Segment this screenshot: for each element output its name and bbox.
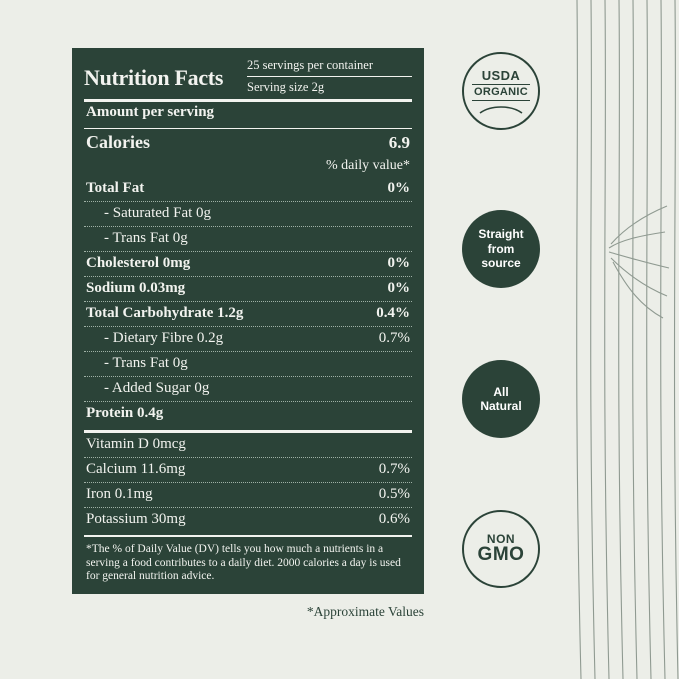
nutrient-row bbox=[84, 327, 412, 351]
calories-label: Calories bbox=[86, 132, 150, 152]
label-header bbox=[84, 56, 412, 95]
nutrient-value: 0% bbox=[387, 180, 410, 196]
nutrient-label: - Saturated Fat 0g bbox=[104, 205, 212, 221]
nutrient-label: Sodium 0.03mg bbox=[86, 280, 186, 296]
nutrient-label: - Dietary Fibre 0.2g bbox=[104, 330, 224, 346]
nutrient-row bbox=[84, 402, 412, 426]
amount-per-serving: Amount per serving bbox=[86, 104, 215, 120]
usda-organic-line2: ORGANIC bbox=[472, 84, 530, 101]
nutrient-label: Cholesterol 0mg bbox=[86, 255, 191, 271]
footnote: *The % of Daily Value (DV) tells you how much a nutrients in a serving a food contributes to a daily diet. 2000 calories a day is used for general nutrition advice. bbox=[86, 543, 401, 583]
straight-line3: source bbox=[481, 256, 521, 271]
micronutrient-row bbox=[84, 458, 412, 482]
micronutrient-value: 0.6% bbox=[378, 511, 410, 527]
straight-line2: from bbox=[487, 241, 515, 256]
daily-value-header: % daily value* bbox=[326, 158, 410, 173]
nutrient-row bbox=[84, 252, 412, 276]
micronutrient-value: 0.5% bbox=[378, 486, 410, 502]
nongmo-line2: GMO bbox=[477, 544, 525, 566]
nutrient-label: Protein 0.4g bbox=[86, 405, 164, 421]
nutrient-label: Total Fat bbox=[86, 180, 145, 196]
nongmo-line1: NON bbox=[486, 531, 516, 546]
field-arc-icon bbox=[479, 105, 523, 114]
micronutrient-rows bbox=[84, 433, 412, 532]
serving-size: Serving size 2g bbox=[247, 76, 412, 95]
nutrition-facts-panel bbox=[72, 48, 424, 594]
nutrient-label: - Trans Fat 0g bbox=[104, 230, 188, 246]
natural-line2: Natural bbox=[480, 399, 522, 413]
nutrient-rows bbox=[84, 177, 412, 426]
page-title: Nutrition Facts bbox=[84, 65, 224, 90]
badge-non-gmo bbox=[462, 510, 540, 588]
nutrient-value: 0% bbox=[387, 280, 410, 296]
badge-usda-organic bbox=[462, 52, 540, 130]
approximate-values-note: *Approximate Values bbox=[306, 604, 424, 619]
nutrient-label: - Trans Fat 0g bbox=[104, 355, 188, 371]
badge-straight-from-source bbox=[462, 210, 540, 288]
nutrient-value: 0% bbox=[387, 255, 410, 271]
nutrient-row bbox=[84, 202, 412, 226]
straight-line1: Straight bbox=[478, 227, 524, 242]
calories-row bbox=[84, 129, 412, 157]
nutrient-row bbox=[84, 227, 412, 251]
servings-per-container: 25 servings per container bbox=[247, 58, 374, 72]
serving-info bbox=[247, 56, 412, 95]
calories-value: 6.9 bbox=[388, 133, 410, 152]
nutrient-row bbox=[84, 377, 412, 401]
micronutrient-label: Potassium 30mg bbox=[86, 511, 186, 527]
micronutrient-value: 0.7% bbox=[378, 461, 410, 477]
nutrient-label: Total Carbohydrate 1.2g bbox=[86, 305, 244, 321]
natural-line1: All bbox=[493, 384, 509, 399]
micronutrient-row bbox=[84, 508, 412, 532]
micronutrient-row bbox=[84, 433, 412, 457]
micronutrient-row bbox=[84, 483, 412, 507]
nutrient-row bbox=[84, 277, 412, 301]
usda-organic-line1: USDA bbox=[481, 67, 521, 83]
nutrient-value: 0.4% bbox=[376, 305, 410, 321]
nutrient-row bbox=[84, 302, 412, 326]
badge-all-natural bbox=[462, 360, 540, 438]
micronutrient-label: Calcium 11.6mg bbox=[86, 461, 186, 477]
nutrient-row bbox=[84, 177, 412, 201]
micronutrient-label: Iron 0.1mg bbox=[86, 486, 153, 502]
wheat-stalk-illustration bbox=[569, 0, 679, 679]
micronutrient-label: Vitamin D 0mcg bbox=[86, 436, 186, 452]
nutrient-label: - Added Sugar 0g bbox=[104, 380, 210, 396]
nutrient-row bbox=[84, 352, 412, 376]
nutrient-value: 0.7% bbox=[378, 330, 410, 346]
